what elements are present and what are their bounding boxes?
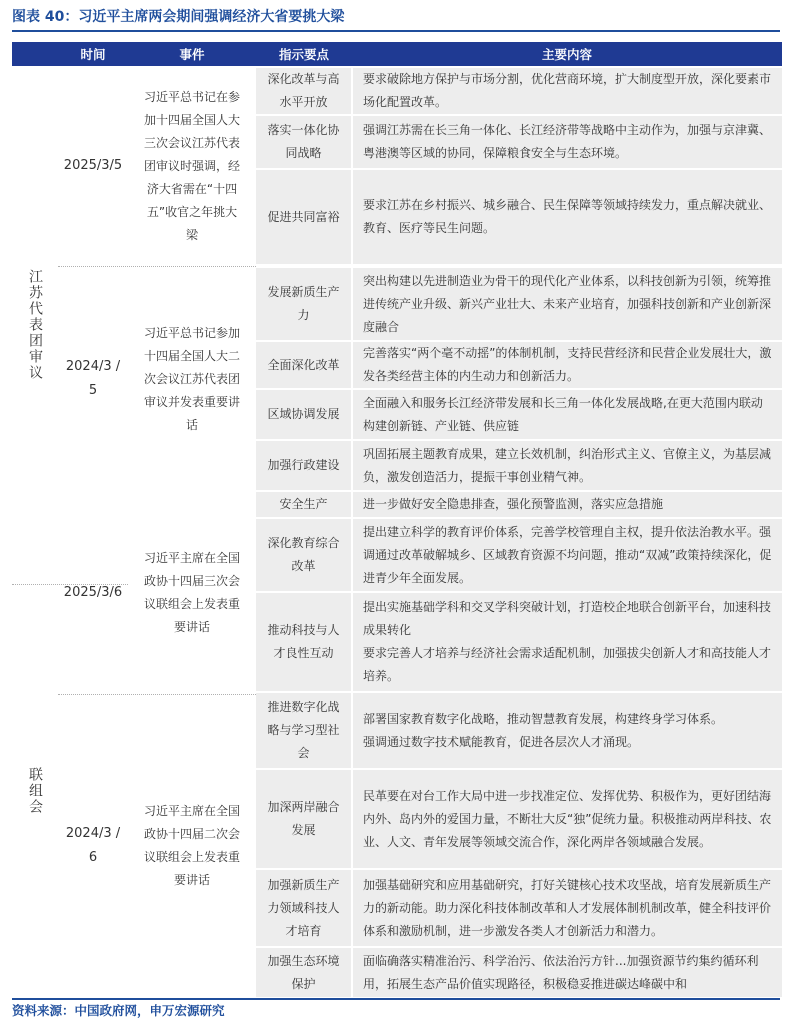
group-jiangsu: 江苏代表团审议 <box>27 269 43 381</box>
content-cell: 强调江苏需在长三角一体化、长江经济带等战略中主动作为，加强与京津冀、粤港澳等区域的协同，保障粮食安全与生态环境。 <box>353 116 782 168</box>
point-cell: 加强新质生产力领域科技人才培育 <box>256 870 351 946</box>
event-cell: 习近平主席在全国政协十四届三次会议联组会上发表重要讲话 <box>143 551 240 634</box>
point-cell: 加深两岸融合发展 <box>256 770 351 868</box>
content-cell: 面临确落实精准治污、科学治污、依法治污方针...加强资源节约集约循环利用，拓展生态产品价值实现路径，积极稳妥推进碳达峰碳中和 <box>353 948 782 997</box>
point-cell: 落实一体化协同战略 <box>256 116 351 168</box>
point-cell: 推动科技与人才良性互动 <box>256 593 351 691</box>
content-cell: 进一步做好安全隐患排查，强化预警监测，落实应急措施 <box>353 492 782 517</box>
point-cell: 全面深化改革 <box>256 342 351 388</box>
content-cell: 突出构建以先进制造业为骨干的现代化产业体系，以科技创新为引领，统筹推进传统产业升级、新兴产业壮大、未来产业培育，加强科技创新和产业创新深度融合 <box>353 268 782 340</box>
point-cell: 深化改革与高水平开放 <box>256 68 351 114</box>
point-cell: 深化教育综合改革 <box>256 519 351 591</box>
event-cell: 习近平总书记参加十四届全国人大二次会议江苏代表团审议并发表重要讲话 <box>143 325 240 432</box>
header-points: 指示要点 <box>256 42 352 66</box>
point-cell: 促进共同富裕 <box>256 170 351 264</box>
content-cell: 要求破除地方保护与市场分割，优化营商环境，扩大制度型开放，深化要素市场化配置改革。 <box>353 68 782 114</box>
point-cell: 发展新质生产力 <box>256 268 351 340</box>
content-cell: 部署国家教育数字化战略，推动智慧教育发展，构建终身学习体系。 强调通过数字技术赋能教育，促进各层次人才涌现。 <box>353 693 782 768</box>
event-cell: 习近平主席在全国政协十四届二次会议联组会上发表重要讲话 <box>143 803 240 887</box>
point-cell: 加强行政建设 <box>256 441 351 490</box>
point-cell: 加强生态环境保护 <box>256 948 351 997</box>
row-separator <box>58 694 256 695</box>
header-event: 事件 <box>128 42 256 66</box>
content-cell: 要求江苏在乡村振兴、城乡融合、民生保障等领域持续发力，重点解决就业、教育、医疗等民生问题。 <box>353 170 782 264</box>
content-cell: 巩固拓展主题教育成果，建立长效机制，纠治形式主义、官僚主义，为基层减负，激发创造活力，提振干事创业精气神。 <box>353 441 782 490</box>
content-cell: 提出实施基础学科和交叉学科突破计划，打造校企地联合创新平台，加速科技成果转化 要求完善人才培养与经济社会需求适配机制，加强拔尖创新人才和高技能人才培养。 <box>353 593 782 691</box>
point-cell: 推进数字化战略与学习型社会 <box>256 693 351 768</box>
time-cell: 2025/3/5 <box>63 158 123 173</box>
time-cell: 2024/3 / 5 <box>65 359 121 398</box>
content-cell: 全面融入和服务长江经济带发展和长三角一体化发展战略,在更大范围内联动构建创新链、产业链、供应链 <box>353 390 782 439</box>
point-cell: 安全生产 <box>256 492 351 517</box>
header-time: 时间 <box>58 42 128 66</box>
content-cell: 加强基础研究和应用基础研究，打好关键核心技术攻坚战，培育发展新质生产力的新动能。助力深化科技体制改革和人才发展体制机制改革，健全科技评价体系和激励机制，进一步激发各类人才创新活力和潜力。 <box>353 870 782 946</box>
time-cell: 2025/3/6 <box>63 585 123 600</box>
group-joint-meeting: 联组会 <box>27 766 43 815</box>
event-cell: 习近平总书记在参加十四届全国人大三次会议江苏代表团审议时强调，经济大省需在“十四五”收官之年挑大梁 <box>143 89 240 242</box>
content-cell: 提出建立科学的教育评价体系，完善学校管理自主权，提升依法治教水平。强调通过改革破解城乡、区域教育资源不均问题，推动“双减”政策持续深化，促进青少年全面发展。 <box>353 519 782 591</box>
content-cell: 民革要在对台工作大局中进一步找准定位、发挥优势、积极作为，更好团结海内外、岛内外的爱国力量，不断壮大反“独”促统力量。积极推动两岸科技、农业、人文、青年发展等领域交流合作，深化两岸各领域融合发展。 <box>353 770 782 868</box>
policy-table <box>12 42 782 997</box>
source-note: 资料来源：中国政府网，申万宏源研究 <box>12 998 780 1022</box>
header-group <box>12 42 58 66</box>
header-content: 主要内容 <box>352 42 782 66</box>
point-cell: 区域协调发展 <box>256 390 351 439</box>
row-separator <box>58 266 256 267</box>
content-cell: 完善落实“两个毫不动摇”的体制机制，支持民营经济和民营企业发展壮大，激发各类经营主体的内生动力和创新活力。 <box>353 342 782 388</box>
row-separator <box>12 584 128 585</box>
time-cell: 2024/3 / 6 <box>65 825 121 865</box>
figure-title: 图表 40：习近平主席两会期间强调经济大省要挑大梁 <box>12 6 780 32</box>
